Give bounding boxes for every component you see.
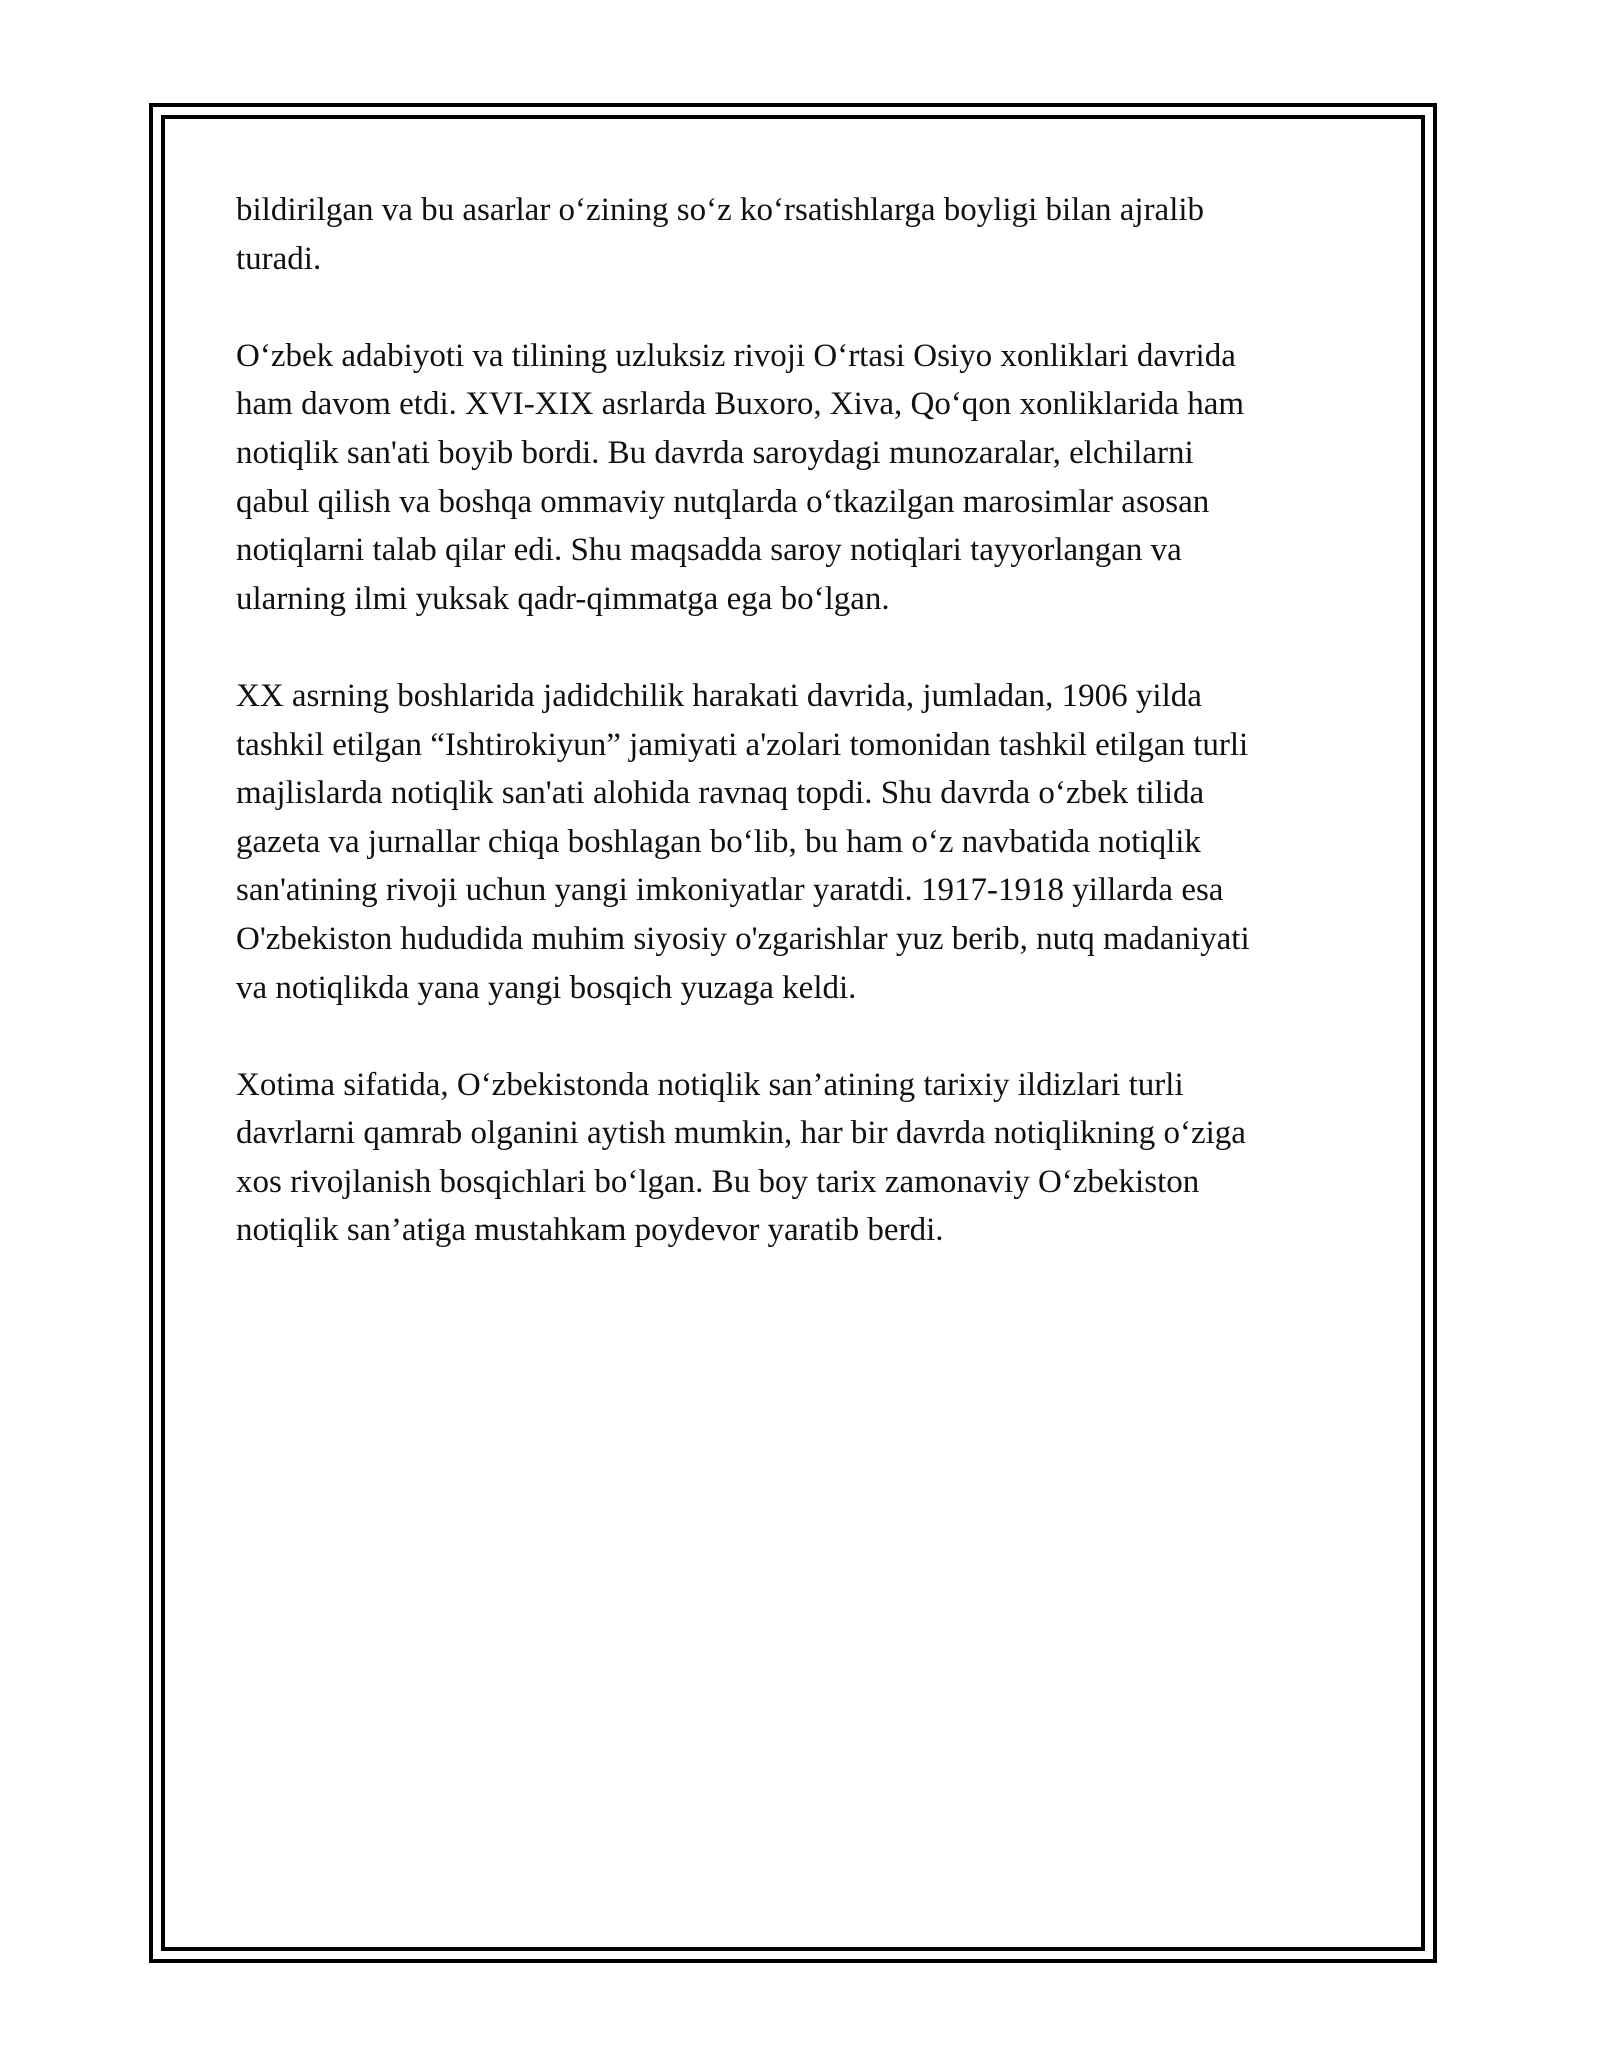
paragraph-conclusion: Xotima sifatida, O‘zbekistonda notiqlik san’atining tarixiy ildizlari turli davrlarni qamrab olganini aytish mumkin, har bir davrda notiqlikning o‘ziga xos rivojlanish bosqichlari bo‘lgan. Bu boy tarix zamonaviy O‘zbekiston notiqlik san’atiga mustahkam poydevor yaratib berdi. [236,1066,1246,1249]
document-body [236,186,1366,1304]
paragraph-khanates-period: O‘zbek adabiyoti va tilining uzluksiz rivoji O‘rtasi Osiyo xonliklari davrida ham davom etdi. XVI-XIX asrlarda Buxoro, Xiva, Qo‘qon xonliklarida ham notiqlik san'ati boyib bordi. Bu davrda saroydagi munozaralar, elchilarni qabul qilish va boshqa ommaviy nutqlarda o‘tkazilgan marosimlar asosan notiqlarni talab qilar edi. Shu maqsadda saroy notiqlari tayyorlangan va ularning ilmi yuksak qadr-qimmatga ega bo‘lgan. [236,337,1245,617]
paragraph-jadid-period: XX asrning boshlarida jadidchilik harakati davrida, jumladan, 1906 yilda tashkil etilgan “Ishtirokiyun” jamiyati a'zolari tomonidan tashkil etilgan turli majlislarda notiqlik san'ati alohida ravnaq topdi. Shu davrda o‘zbek tilida gazeta va jurnallar chiqa boshlagan bo‘lib, bu ham o‘z navbatida notiqlik san'atining rivoji uchun yangi imkoniyatlar yaratdi. 1917-1918 yillarda esa O'zbekiston hududida muhim siyosiy o'zgarishlar yuz berib, nutq madaniyati va notiqlikda yana yangi bosqich yuzaga keldi. [236,677,1250,1006]
paragraph-continuation: bildirilgan va bu asarlar o‘zining so‘z ko‘rsatishlarga boyligi bilan ajralib turadi. [236,192,1205,277]
